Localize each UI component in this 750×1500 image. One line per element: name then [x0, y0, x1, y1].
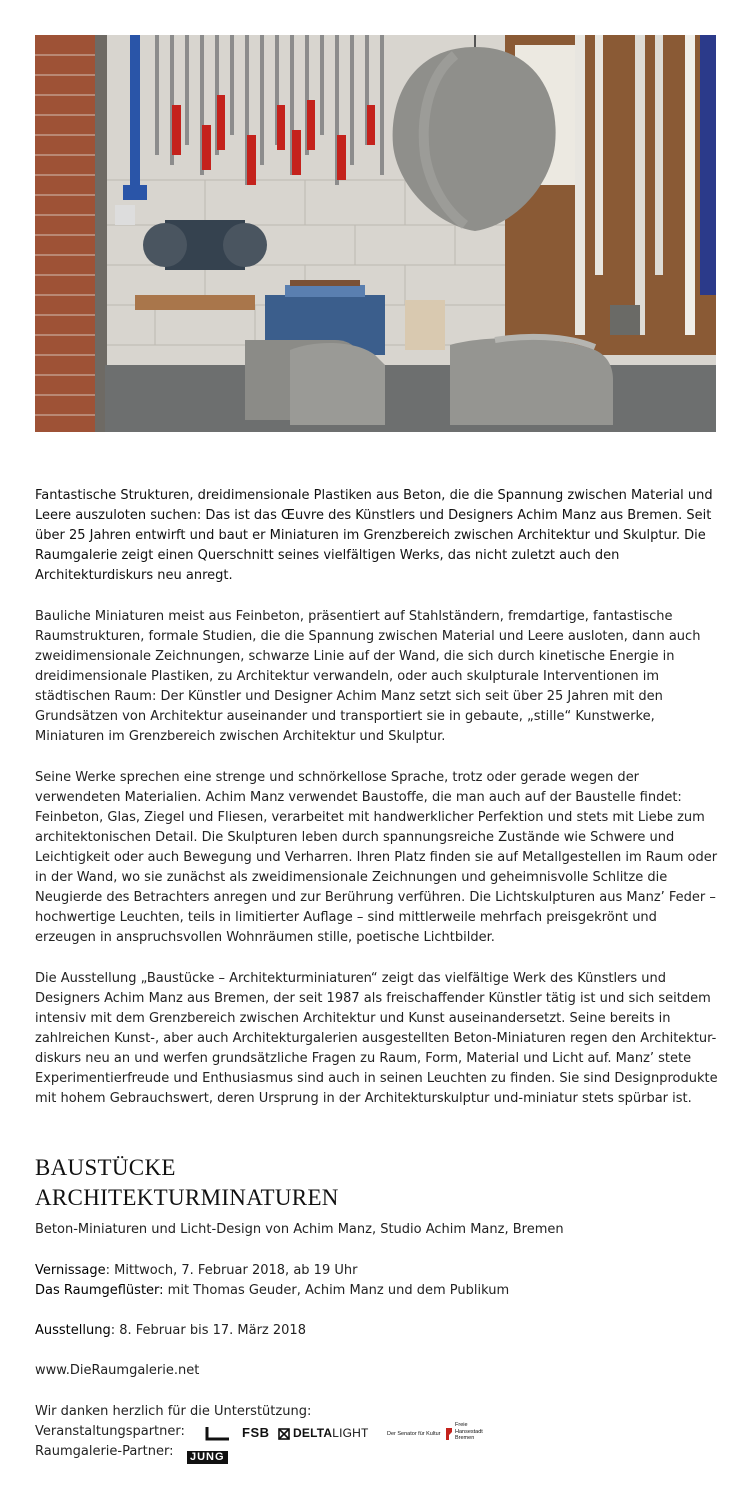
intro-text: Fantastische Strukturen, dreidimensionale Plastiken aus Beton, die die Spannung zwischen Material und Leere auszuloten suchen: Das ist das Œuvre des Künstlers und Designers Achim Manz aus Bremen. Seit über 25 Jahren entwirft und baut er Miniaturen im Grenzbereich zwischen Architektur und Skulptur. Die Raumgalerie zeigt einen Querschnitt seines vielfältigen Werks, das nicht zuletzt auch den Architekturdiskurs neu anregt. [35, 488, 713, 583]
raumgefluester-label: Das Raumgeflüster: [35, 1283, 164, 1298]
paragraph-2-text: Bauliche Miniaturen meist aus Feinbeton, präsentiert auf Stahlständern, fremdartige, fantastische Raumstrukturen, formale Studien, die die Spannung zwischen Material und Leere ausloten, dann auch zweidimensionale Zeichnungen, schwarze Linie auf der Wand, die sich durch kinetische Energie in dreidimensionale Plastiken, zu Architektur verwandeln, oder auch skulpturale Interventionen im städtischen Raum: Der Künstler und Designer Achim Manz setzt sich seit über 25 Jahren mit den Grundsätzen von Architektur auseinander und transportiert sie in gebaute, „stille“ Kunstwerke, Miniaturen im Grenzbereich zwischen Architektur und Skulptur. [35, 609, 701, 744]
website-link[interactable]: www.DieRaumgalerie.net [35, 1363, 200, 1378]
exhibition-subtitle: Beton-Miniaturen und Licht-Design von Achim Manz, Studio Achim Manz, Bremen [35, 1222, 564, 1237]
ausstellung-value: : 8. Februar bis 17. März 2018 [110, 1323, 306, 1338]
title-line-1: BAUSTÜCKE [35, 1155, 176, 1180]
jung-logo [187, 1445, 233, 1463]
bremen-key-icon [444, 1427, 454, 1441]
partner-logos-row [205, 1423, 495, 1445]
vernissage-label: Vernissage [35, 1263, 106, 1278]
deltalight-logo [293, 1426, 369, 1440]
ausstellung-label: Ausstellung [35, 1323, 111, 1338]
bremen-logo-line-2: Hansestadt [455, 1428, 483, 1435]
senator-kultur-logo: Der Senator für Kultur [387, 1431, 441, 1437]
raumgefluester-line [35, 1281, 509, 1301]
body-paragraph-2 [35, 607, 720, 747]
exhibition-photo [35, 35, 716, 432]
paragraph-3-text: Seine Werke sprechen eine strenge und schnörkellose Sprache, trotz oder gerade wegen der verwendeten Materialien. Achim Manz verwendet Baustoffe, die man auch auf der Baustelle findet: Feinbeton, Glas, Ziegel und Fliesen, verarbeitet mit handwerklicher Perfektion und stets mit Liebe zum architektonischen Detail. Die Skulpturen leben durch spannungsreiche Zustände wie Schwere und Leichtigkeit oder auch Bewegung und Verharren. Ihren Platz finden sie auf Metallgestellen im Raum oder in der Wand, wo sie zunächst als zweidimensionale Zeichnungen und geheimnisvolle Schlitze die Neugierde des Betrachters anregen und zur Berührung verführen. Die Lichtskulpturen aus Manz’ Feder – hochwertige Leuchten, teils in limitierter Auflage – sind mittlerweile mehrfach preisgekrönt und erzeugen in anspruchsvollen Wohnräumen stille, poetische Lichtbilder. [35, 770, 718, 945]
body-paragraph-3 [35, 768, 720, 948]
body-paragraph-4 [35, 969, 720, 1109]
intro-paragraph [35, 486, 720, 586]
partner-label-event: Veranstaltungspartner: [35, 1424, 185, 1439]
ausstellung-line [35, 1321, 306, 1341]
deltalight-logo-delta: DELTA [293, 1426, 333, 1440]
bremen-logo-text [455, 1422, 483, 1442]
jung-logo-text: JUNG [187, 1451, 228, 1464]
bremen-logo-line-1: Freie [455, 1422, 468, 1428]
bremen-logo-line-3: Bremen [455, 1435, 475, 1441]
title-line-2: ARCHITEKTURMINATUREN [35, 1185, 339, 1210]
raumgefluester-value: mit Thomas Geuder, Achim Manz und dem Publikum [163, 1283, 510, 1298]
deltalight-logo-light: LIGHT [332, 1426, 369, 1440]
thanks-line: Wir danken herzlich für die Unterstützung: [35, 1404, 312, 1419]
vernissage-value: : Mittwoch, 7. Februar 2018, ab 19 Uhr [105, 1263, 358, 1278]
paragraph-4-text: Die Ausstellung „Baustücke – Architekturminiaturen“ zeigt das vielfältige Werk des Künstlers und Designers Achim Manz aus Bremen, der seit 1987 als freischaffender Künstler tätig ist und sich seitdem intensiv mit dem Grenzbereich zwischen Architektur und Kunst auseinandersetzt. Seine bereits in zahlreichen Kunst-, aber auch Architekturgalerien ausgestellten Beton-Miniaturen regen den Architektur-diskurs neu an und werfen grundsätzliche Fragen zu Raum, Form, Material und Licht auf. Manz’ stete Experimentierfreude und Enthusiasmus sind auch in seinen Leuchten zu finden. Sie sind Designprodukte mit hohem Gebrauchswert, deren Ursprung in der Architekturskulptur und-miniatur stets spürbar ist. [35, 971, 718, 1106]
partner-label-gallery: Raumgalerie-Partner: [35, 1444, 174, 1459]
fsb-logo: FSB [242, 1425, 270, 1440]
deltalight-mark-icon [278, 1428, 290, 1440]
vernissage-line [35, 1261, 357, 1281]
architect-logo-icon [205, 1426, 231, 1442]
exhibition-title [35, 1153, 339, 1213]
